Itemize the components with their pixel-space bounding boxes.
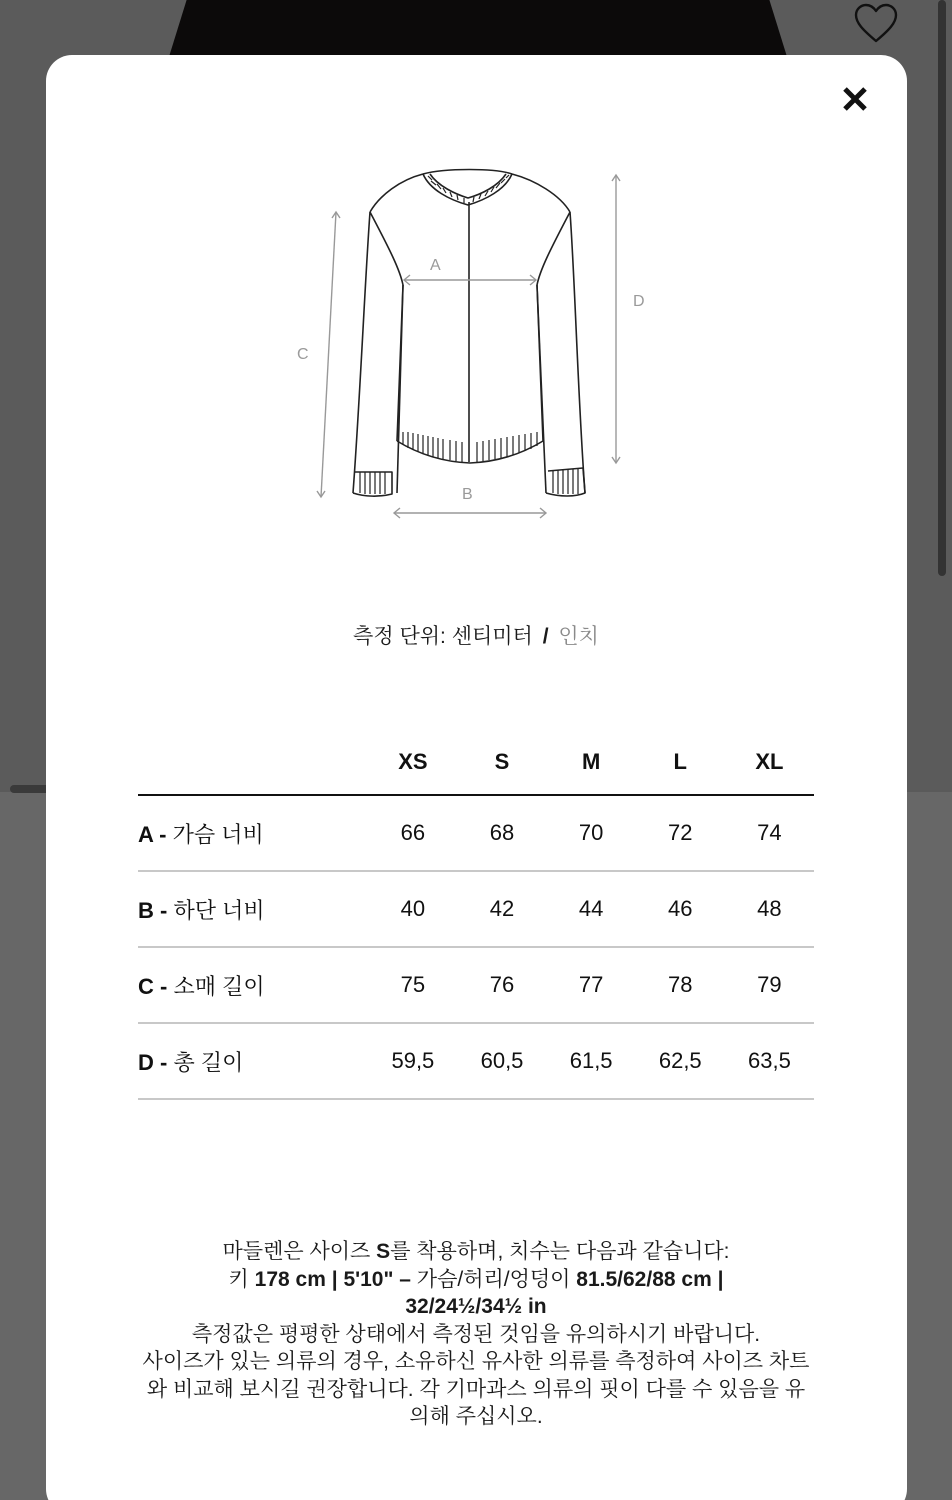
row-name: 소매 길이 bbox=[173, 973, 265, 999]
note-line-measurements bbox=[138, 1266, 814, 1294]
note-text: 마들렌은 사이즈 bbox=[222, 1240, 377, 1263]
cardigan-outline-icon bbox=[280, 160, 660, 530]
heart-outline-icon bbox=[853, 3, 899, 45]
note-text: 가슴/허리/엉덩이 bbox=[410, 1267, 577, 1291]
note-line-model bbox=[138, 1238, 814, 1266]
note-line-advice: 사이즈가 있는 의류의 경우, 소유하신 유사한 의류를 측정하여 사이즈 차트와 비교해 보시길 권장합니다. 각 기마과스 의류의 핏이 다를 수 있음을 유의해 주십시오. bbox=[142, 1350, 810, 1428]
row-code: C - bbox=[138, 973, 168, 999]
unit-toggle bbox=[0, 620, 952, 650]
carousel-indicator bbox=[10, 785, 50, 793]
row-label bbox=[138, 947, 368, 1023]
table-header-l: L bbox=[636, 726, 725, 795]
label-b: B bbox=[462, 486, 473, 503]
label-c: C bbox=[297, 346, 309, 363]
close-x-icon bbox=[841, 85, 869, 113]
label-a: A bbox=[430, 257, 441, 274]
unit-toggle-prefix: 측정 단위: bbox=[353, 625, 446, 648]
table-cell: 59,5 bbox=[368, 1023, 457, 1099]
table-cell: 44 bbox=[547, 871, 636, 947]
table-row bbox=[138, 1023, 814, 1099]
table-cell: 68 bbox=[457, 795, 546, 871]
note-height: 178 cm | 5'10" – bbox=[254, 1267, 411, 1291]
table-row bbox=[138, 795, 814, 871]
label-d: D bbox=[633, 293, 645, 310]
row-label bbox=[138, 871, 368, 947]
unit-option-cm[interactable]: 센티미터 bbox=[451, 625, 533, 648]
note-size: S bbox=[376, 1240, 391, 1263]
row-code: A - bbox=[138, 821, 167, 847]
table-row bbox=[138, 947, 814, 1023]
table-header-m: M bbox=[547, 726, 636, 795]
table-cell: 72 bbox=[636, 795, 725, 871]
close-button[interactable] bbox=[836, 80, 874, 118]
table-cell: 66 bbox=[368, 795, 457, 871]
table-cell: 79 bbox=[725, 947, 814, 1023]
table-cell: 77 bbox=[547, 947, 636, 1023]
model-fit-note bbox=[138, 1238, 814, 1431]
table-cell: 42 bbox=[457, 871, 546, 947]
table-cell: 46 bbox=[636, 871, 725, 947]
note-body-cm: 81.5/62/88 cm | bbox=[576, 1267, 724, 1291]
table-cell: 62,5 bbox=[636, 1023, 725, 1099]
table-cell: 60,5 bbox=[457, 1023, 546, 1099]
table-header-s: S bbox=[457, 726, 546, 795]
note-body-in: 32/24½/34½ in bbox=[405, 1295, 547, 1318]
row-name: 총 길이 bbox=[173, 1049, 244, 1075]
note-line-inches bbox=[138, 1293, 814, 1321]
note-text: 키 bbox=[228, 1267, 255, 1291]
size-chart-table bbox=[138, 726, 814, 1100]
wishlist-button[interactable] bbox=[852, 2, 900, 46]
table-cell: 76 bbox=[457, 947, 546, 1023]
table-row bbox=[138, 871, 814, 947]
row-label bbox=[138, 795, 368, 871]
table-header-row bbox=[138, 726, 814, 795]
note-text: 를 착용하며, 치수는 다음과 같습니다: bbox=[390, 1240, 730, 1263]
row-name: 가슴 너비 bbox=[172, 821, 264, 847]
table-cell: 48 bbox=[725, 871, 814, 947]
note-line-flat: 측정값은 평평한 상태에서 측정된 것임을 유의하시기 바랍니다. bbox=[191, 1322, 761, 1346]
table-cell: 40 bbox=[368, 871, 457, 947]
product-image bbox=[168, 0, 788, 60]
table-header-xl: XL bbox=[725, 726, 814, 795]
row-name: 하단 너비 bbox=[173, 897, 265, 923]
table-header-xs: XS bbox=[368, 726, 457, 795]
unit-option-inch[interactable]: 인치 bbox=[558, 625, 599, 648]
table-cell: 70 bbox=[547, 795, 636, 871]
table-cell: 78 bbox=[636, 947, 725, 1023]
page-scrollbar[interactable] bbox=[938, 0, 946, 576]
table-cell: 74 bbox=[725, 795, 814, 871]
row-label bbox=[138, 1023, 368, 1099]
garment-diagram bbox=[280, 160, 660, 530]
row-code: D - bbox=[138, 1049, 168, 1075]
table-cell: 61,5 bbox=[547, 1023, 636, 1099]
unit-separator: / bbox=[542, 625, 549, 648]
table-cell: 63,5 bbox=[725, 1023, 814, 1099]
table-cell: 75 bbox=[368, 947, 457, 1023]
table-header-blank bbox=[138, 726, 368, 795]
row-code: B - bbox=[138, 897, 168, 923]
